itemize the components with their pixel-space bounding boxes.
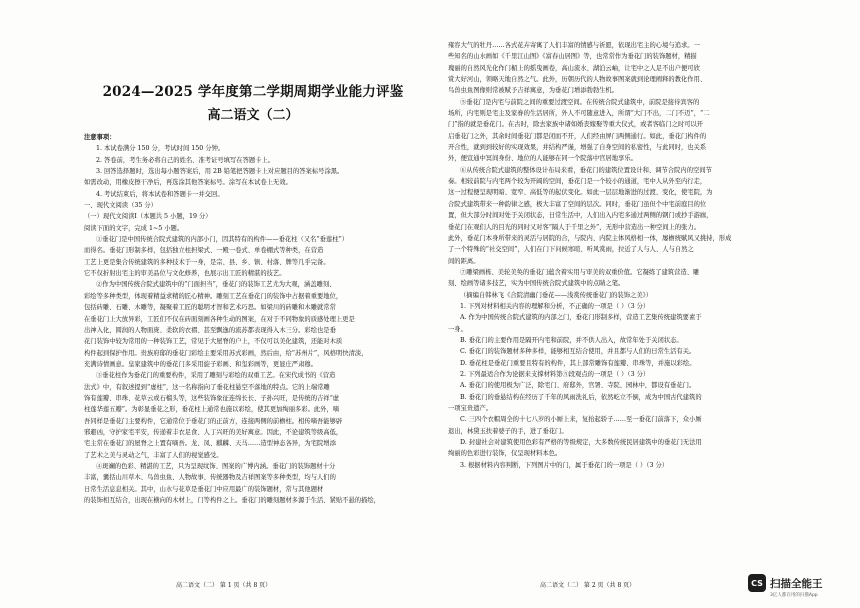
text-line: 包括砖雕、石雕、木雕等，凝聚着工匠的聪明才智和艺术巧思。如梁川的砖雕和木雕就常常 — [84, 304, 336, 312]
text-line: 了艺术之美与灵动之气，丰富了人们的视觉感受。 — [84, 451, 223, 459]
text-line: ④斑斓的色彩、精湛的工艺，只为呈现纹饰、图案的广博内涵。垂花门的装饰题材十分 — [96, 462, 336, 470]
text-line: 在垂花门上大放异彩，工匠们不仅在砖面刻画各种生动的图案，在对于不同物象的质感处理上更是 — [84, 315, 355, 323]
exam-subtitle: 高二语文（二） — [207, 108, 299, 123]
exam-title: 2024—2025 学年度第二学期周期学业能力评鉴 — [102, 84, 404, 100]
page-2-column — [448, 0, 778, 560]
text-line: ③垂花柱作为垂花门的重要构件，采用了雕刻与彩绘的双重工艺。在宋代成书的《营造 — [96, 372, 336, 380]
text-line: 出神入化，圆润的人物面庞、柔软的衣褶、甚至飘逸的流苏都表现得入木三分。彩绘也是垂 — [84, 326, 336, 334]
text-line: 而得名。垂花门形制多样，包括独立柱担梁式、一殿一卷式、单卷棚式等种类，在营造 — [84, 247, 324, 255]
text-line: ⑦雕梁画栋、美轮美奂的垂花门蕴含着实用与审美的双重价值。它凝练了建筑营造、雕 — [460, 268, 700, 276]
text-line: 3. 回答选择题时，选出每小题答案后，用 2B 铅笔把答题卡上对应题目的答案标号涂黑。 — [96, 168, 344, 176]
text-line: 彩绘等多种类型，体现着精益求精的匠心精神。雕刻工艺在垂花门的装饰中占据着重要地位， — [84, 292, 343, 300]
text-line: 这一过程便呈现明暗、宽窄、高低等的起伏变化。如此一层层地渐进的过渡、变化，使宅院，为 — [448, 189, 713, 197]
text-line: 瑰丽的自然风光化作门楣上的摇曳画卷，高山流水、湖泊云岫，让宅中之人足不出户便可欣 — [448, 64, 700, 72]
text-line: 开合性，就到到较好的实现效果，并结构严谨，增强了自身空间的私密性，与此同时，也关系 — [448, 144, 707, 152]
text-line: 如需改动，用橡皮擦干净后，再选涂其他答案标号。涂写在本试卷上无效。 — [84, 179, 292, 187]
text-line: 赏大好河山，领略天地自然之气。此外，历朝历代的人物故事图案就到论理阐释的教化作用、 — [448, 76, 707, 84]
page-1-column — [84, 0, 422, 560]
text-line: 3. 根据材料内容判断，下列图片中的门，属于垂花门的一项是（ ）（3 分） — [460, 461, 669, 469]
text-line: ⑤垂花门是内宅与前院之间的重要过渡空间。在传统合院式建筑中，前院是接待宾客的 — [460, 98, 700, 106]
text-line: 工艺上更是集合传统建筑的多种技术于一身，是宗、县、乡、镇、村落、牌等几乎完备。 — [84, 258, 330, 266]
text-line: 的装饰相互结合，出现在横向的木材上，门等构件之上。垂花门的雕刻题材多源于生活、紧贴不悬的描绘， — [84, 497, 380, 504]
text-line: 2. 答卷前，考生务必将自己的姓名、准考证号填写在答题卡上。 — [96, 156, 275, 164]
watermark-app-name: 扫描全能王 — [770, 577, 823, 590]
text-line: 启垂花门之外，其余时间垂花门都是闭而不开，人们经由屏门两侧通行。如此，垂花门构件的 — [448, 132, 707, 140]
text-line: 奏。相较前院与内宅两个较为开阔的空间，垂花门是一个较小的通道，宅中人从外至内行走， — [448, 178, 707, 186]
text-line: 2. 下列最适合作为论据来支撑材料第⑤段观点的一项是（ ）（3 分） — [460, 370, 650, 378]
text-line: 吾同样是垂花门主要构件，它通常位于垂花门的正前方，连接两侧的前檐柱。相传嘀吾能够辟 — [84, 417, 343, 425]
text-line: D. 垂花柱是垂花门重要且特有的构件，其上部常雕饰有莲瓣、串珠等，并施以彩绘。 — [460, 359, 696, 367]
camscanner-logo-icon: CS — [748, 574, 766, 592]
text-line: C. 三四个衣帽周全的十七八岁的小厮上来，复抬起轿子……至一垂花门前落下，众小厮 — [460, 416, 702, 424]
text-line: 鸟兽虫鱼图像则常被赋予吉祥寓意，为垂花门增添勃勃生机。 — [448, 87, 619, 95]
text-line: 退出，林黛玉扶着婆子的手，进了垂花门。 — [448, 427, 568, 435]
text-line: 饰有莲瓣、串珠、花草云或石榴头等，这些装饰象征连绵长长、子孙兴旺，是传统的吉祥“虚 — [84, 394, 340, 402]
text-line: 绚丽的色彩进行装饰，仅呈现材料本色。 — [448, 450, 562, 458]
text-line: 间的距离。 — [448, 257, 480, 265]
text-line: D. 封建社会对建筑使用色彩有严格的等级规定，大多数传统民居建筑中的垂花门无法用 — [460, 439, 702, 447]
text-line: 柱莲华莲五瓣”。为彰显垂花之形，垂花柱上通常也施以彩绘，使其更加绚丽多彩。此外，嘀 — [84, 406, 340, 414]
text-line: 场所，内宅则是宅主及家眷的生活居所，外人不可随意进入，所谓“大门不出，二门不迈”，“二 — [448, 110, 710, 118]
text-line: C. 垂花门的装饰题材多种多样，能够相互结合使用，并且都与人们的日常生活有关。 — [460, 348, 696, 356]
text-line: B. 垂花门的主要作用是隔开内宅和前院，并不供人出入，故常年处于关闭状态。 — [460, 336, 683, 344]
text-line: A. 垂花门的使用极为广泛，除宅门、府邸外，官署、寺院、园林中，都设有垂花门。 — [460, 382, 696, 390]
text-line: 邪避凶，守护家宅平安，传递着丰衣足食、人丁兴旺的美好寓意。因此，不论建筑等级高低， — [84, 428, 343, 436]
text-line: 花门装饰中较为常用的一种装饰工艺，常见于大屋脊的户上，不仅可以美化建筑，还能对木质 — [84, 338, 343, 346]
text-line: 构件起到保护作用。贵族府邸的垂花门彩绘主要采用苏式彩画，然后由，给“苏州片”，风格明快清淡， — [84, 349, 368, 357]
text-line: 雍容大气的牡丹……各式花卉寄寓了人们丰富的情感与祈愿，依现出宅主的心境与追求。一 — [448, 42, 700, 49]
text-line: ②作为中国传统合院式建筑中的“门面担当”，垂花门的装饰工艺尤为大观，涵盖雕刻、 — [96, 281, 336, 289]
text-line: 刻、绘画等诸多技艺，实为中国传统合院式建筑中的点睛之笔。 — [448, 280, 625, 288]
text-line: 一身。 — [448, 325, 467, 333]
text-line: 法式》中，有叙述提到“虚柱”，这一名称指向了垂花柱悬空不落地的特点。它的上端常雕 — [84, 383, 330, 391]
text-line: B. 垂花门的垂悬结构在经历了千年的风雨洗礼后，依然屹立不倒，成为中国古代建筑的 — [460, 393, 702, 401]
text-line: ①垂花门是中国传统合院式建筑的内部小门，因其特有的构件——垂花柱（又名“垂莲柱”） — [96, 236, 349, 244]
text-line: 1. 下列对材料相关内容的理解和分析，不正确的一项是（ ）（3 分） — [460, 302, 650, 310]
text-line: （摘编自韩林飞《合院清幽门垂花——浅赏传统垂花门的装饰之美》） — [460, 291, 653, 299]
text-line: 充满诗情画意。皇家建筑中的垂花门多采用旋子彩画、和玺彩画等，更显庄严肃穆。 — [84, 360, 317, 368]
text-line: 了一个特殊的“社交空间”，人们在门下问候寒暄、听风赏雨，拉近了人与人、人与自然之 — [448, 246, 694, 254]
page-2-text-body — [448, 40, 778, 471]
scanner-watermark — [748, 574, 823, 598]
text-line: 些知名的山水画如《千里江山图》《富春山居图》等，也常常作为垂花门的装饰题材，精描 — [448, 53, 697, 61]
text-line: 日常生活息息相关。其中，山水与花草是垂花门中应用最广的装饰题材，常与其他题材 — [84, 485, 324, 493]
text-line: 门”指的就是垂花门。在古时，除去家族中诸如婚丧嫁娶等重大仪式，或者客临门之时可以开 — [448, 121, 704, 129]
text-line: 1. 本试卷满分 150 分，考试时间 150 分钟。 — [96, 145, 225, 153]
text-line: 它不仅折射出宅主的审美品位与文化修养，也展示出工匠的精湛的技艺。 — [84, 270, 286, 278]
watermark-tagline: 3亿人都在用的扫描App — [770, 593, 818, 598]
text-line: 注意事项： — [84, 134, 116, 141]
text-line: 一项宝贵遗产。 — [448, 405, 493, 412]
page-1-text-body — [84, 132, 422, 506]
text-line: 外，便宣通中冥间身份、地位的人能够在同一个院落中官居地享乐。 — [448, 155, 637, 163]
text-line: 宅主常在垂花门的屋脊之上置有嘀吾。龙、凤、麒麟、天马……造型神态各异，为宅院增添 — [84, 440, 336, 448]
page-1-footer: 高二语文（二） 第 1 页（共 8 页） — [176, 582, 272, 589]
text-line: 此外，垂花门本身所带来的灵活与居院的合，与院内、内院主体风格相一体，屡檐统赋风又挑持，形成 — [448, 234, 732, 242]
text-line: 合院式建筑带来一种韵律之感，极大丰富了空间的层次。同时，垂花门虽但个中宅前庭目的位 — [448, 200, 707, 208]
text-line: （一）现代文阅读Ⅰ（本题共 5 小题，19 分） — [84, 213, 212, 221]
text-line: 置，但大部分时间对处于关闭状态，日常生活中，人们出入内宅多通过两侧的钢门或抄手游廊， — [448, 212, 713, 220]
page-2-footer: 高二语文（二） 第 2 页（共 8 页） — [540, 582, 636, 589]
text-line: 垂花门在观们人的目光的同时又对客“隔人于千里之外”，无形中营造出一种空间上的张力。 — [448, 223, 701, 231]
text-line: 阅读下面的文字，完成 1~5 小题。 — [84, 224, 184, 232]
text-line: 丰富，囊括山川草木、鸟兽虫鱼、人物故事、传统器物及吉祥图案等多种类型，均与人们的 — [84, 474, 336, 482]
text-line: ⑥从传统合院式建筑的整体设计布局来看，垂花门的建筑位置设计和、调节合院内的空间节 — [460, 166, 712, 174]
text-line: 一、现代文阅读（35 分） — [84, 202, 157, 210]
text-line: 4. 考试结束后，将本试卷和答题卡一并交回。 — [96, 190, 224, 198]
text-line: A. 作为中国传统合院式建筑的内部之门，垂花门形制多样，营造工艺集传统建筑要素于 — [460, 314, 702, 322]
